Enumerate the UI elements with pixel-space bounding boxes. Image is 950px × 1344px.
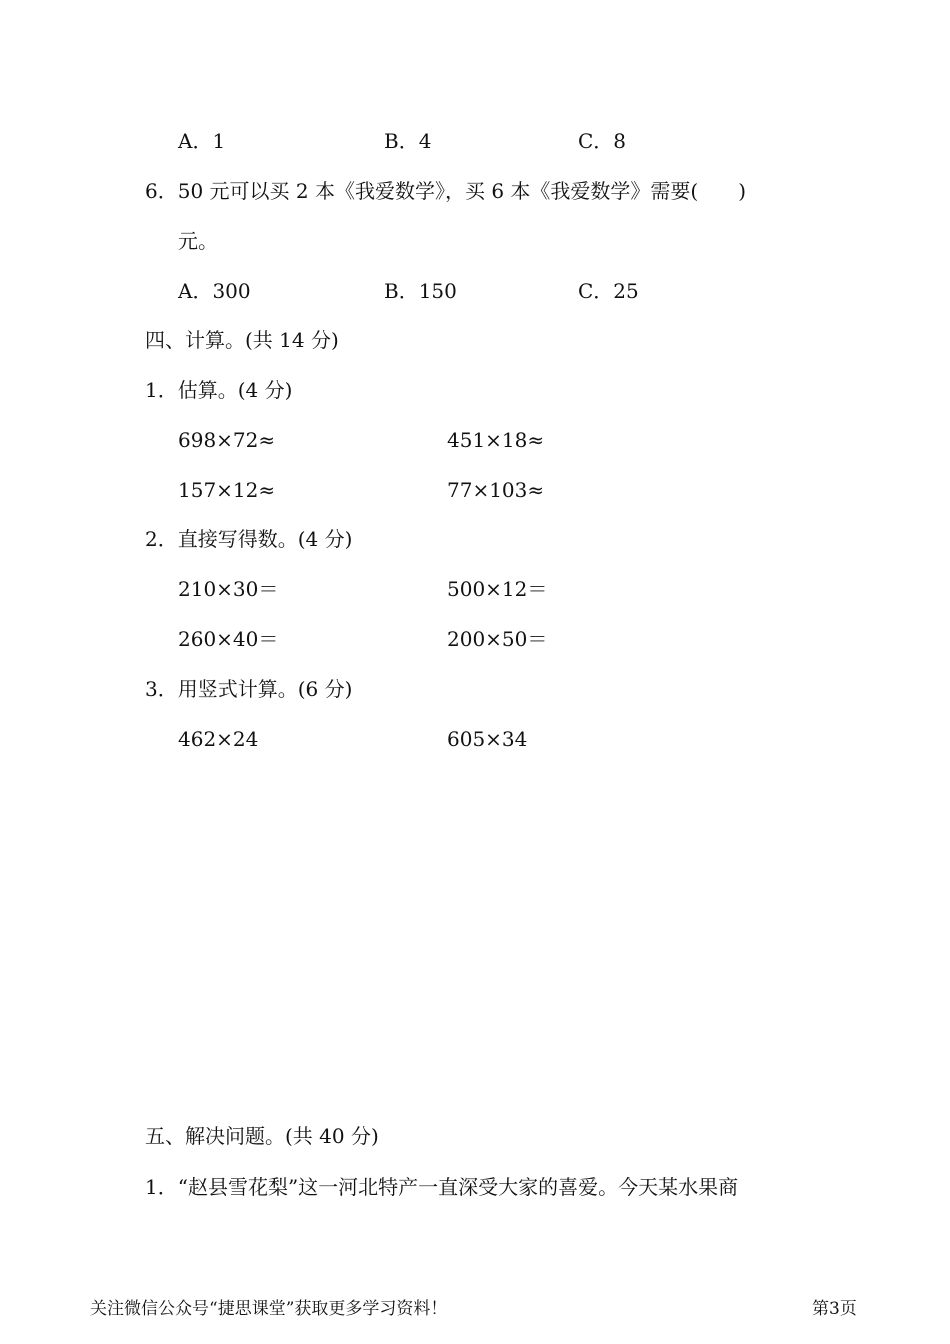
direct-calc-item: 210×30＝	[178, 577, 279, 601]
estimate-item: 451×18≈	[447, 428, 545, 452]
q6-option-c: C．25	[578, 279, 639, 303]
estimate-item: 698×72≈	[178, 428, 276, 452]
q6-option-a: A．300	[178, 279, 251, 303]
section4-sub3-title: 3．用竖式计算。(6 分)	[145, 677, 353, 701]
q5-option-c: C．8	[578, 129, 627, 153]
vertical-calc-item: 605×34	[447, 727, 528, 751]
q5-option-b: B．4	[384, 129, 432, 153]
section5-q1-line1: 1．“赵县雪花梨”这一河北特产一直深受大家的喜爱。今天某水果商	[145, 1175, 739, 1199]
direct-calc-item: 200×50＝	[447, 627, 548, 651]
q6-text-line2: 元。	[178, 229, 218, 253]
section4-sub1-title: 1．估算。(4 分)	[145, 378, 293, 402]
section4-title: 四、计算。(共 14 分)	[145, 328, 339, 352]
vertical-calc-item: 462×24	[178, 727, 259, 751]
q6-option-b: B．150	[384, 279, 457, 303]
page-number: 第3页	[812, 1299, 857, 1319]
section5-title: 五、解决问题。(共 40 分)	[145, 1124, 379, 1148]
estimate-item: 157×12≈	[178, 478, 276, 502]
section4-sub2-title: 2．直接写得数。(4 分)	[145, 527, 353, 551]
q5-option-a: A．1	[178, 129, 226, 153]
direct-calc-item: 260×40＝	[178, 627, 279, 651]
q6-text-line1: 6．50 元可以买 2 本《我爱数学》，买 6 本《我爱数学》需要( )	[145, 179, 747, 203]
footer-note: 关注微信公众号“捷思课堂”获取更多学习资料！	[90, 1299, 448, 1319]
estimate-item: 77×103≈	[447, 478, 545, 502]
direct-calc-item: 500×12＝	[447, 577, 548, 601]
